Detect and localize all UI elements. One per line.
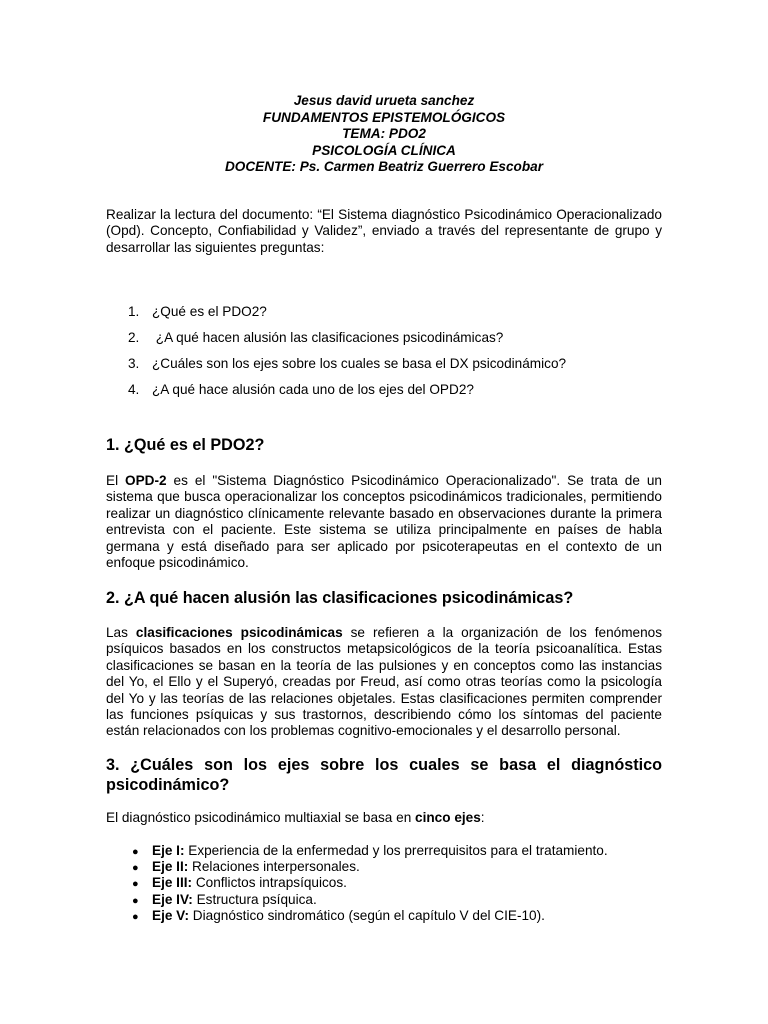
bullet-icon: ● (132, 862, 139, 875)
axis-label: Eje I: (152, 843, 185, 858)
section-2-paragraph (106, 625, 662, 740)
list-item (128, 330, 658, 356)
question-text: ¿Qué es el PDO2? (152, 304, 267, 319)
text-run: es el "Sistema Diagnóstico Psicodinámico Operacionalizado". Se trata de un sistema que busca operacionalizar los conceptos psicodinámicos tradicionales, permitiendo realizar un diagnóstico clínicamente relevante basado en observaciones durante la primera entrevista con el paciente. Este sistema se utiliza principalmente en países de habla germana y está diseñado para ser aplicado por psicoterapeutas en el contexto de un enfoque psicodinámico. (106, 473, 662, 571)
list-number: 2. (128, 330, 140, 345)
document-header (106, 93, 662, 176)
bullet-icon: ● (132, 878, 139, 891)
text-run: El diagnóstico psicodinámico multiaxial se basa en (106, 810, 416, 825)
bold-term: OPD-2 (125, 473, 167, 488)
axes-list (132, 843, 652, 924)
axis-label: Eje V: (152, 907, 190, 923)
axis-label: Eje II: (152, 859, 189, 875)
list-item (132, 908, 652, 924)
bullet-icon: ● (132, 910, 139, 923)
section-3-paragraph (106, 810, 662, 826)
question-text: ¿Cuáles son los ejes sobre los cuales se basa el DX psicodinámico? (152, 356, 567, 371)
axis-label: Eje IV: (152, 891, 193, 907)
text-run: : (480, 810, 485, 825)
course-name: FUNDAMENTOS EPISTEMOLÓGICOS (262, 109, 506, 125)
list-item (132, 875, 652, 891)
section-3-heading: 3. ¿Cuáles son los ejes sobre los cuales se basa el diagnóstico psicodinámico? (106, 756, 662, 794)
bullet-icon: ● (132, 894, 139, 907)
list-item (128, 356, 658, 382)
axis-text: Conflictos intrapsíquicos. (192, 875, 347, 891)
list-item (132, 892, 652, 908)
topic-line: TEMA: PDO2 (342, 126, 426, 142)
list-item (128, 304, 658, 330)
questions-list (128, 304, 658, 408)
list-number: 1. (128, 304, 140, 319)
section-1-paragraph (106, 473, 662, 571)
list-item (132, 843, 652, 859)
list-item (128, 382, 658, 408)
axis-text: Experiencia de la enfermedad y los prerrequisitos para el tratamiento. (184, 843, 608, 858)
intro-paragraph: Realizar la lectura del documento: “El Sistema diagnóstico Psicodinámico Operacionalizado (Opd). Concepto, Confiabilidad y Validez”, enviado a través del representante de grupo y desarrollar las siguientes preguntas: (106, 207, 662, 255)
text-run: Las (106, 625, 136, 640)
text-run: El (106, 473, 126, 488)
subject-line: PSICOLOGÍA CLÍNICA (312, 142, 456, 158)
list-item (132, 859, 652, 875)
list-number: 3. (128, 356, 140, 371)
bold-term: clasificaciones psicodinámicas (135, 625, 343, 640)
teacher-line: DOCENTE: Ps. Carmen Beatriz Guerrero Escobar (224, 159, 544, 175)
list-number: 4. (128, 382, 140, 397)
axis-text: Relaciones interpersonales. (188, 859, 360, 875)
question-text: ¿A qué hacen alusión las clasificaciones psicodinámicas? (152, 330, 504, 345)
axis-text: Estructura psíquica. (192, 891, 317, 907)
author-name: Jesus david urueta sanchez (293, 93, 475, 108)
question-text: ¿A qué hace alusión cada uno de los ejes del OPD2? (152, 382, 474, 397)
section-2-heading: 2. ¿A qué hacen alusión las clasificaciones psicodinámicas? (106, 589, 574, 607)
axis-text: Diagnóstico sindromático (según el capítulo V del CIE-10). (189, 907, 545, 923)
axis-label: Eje III: (152, 875, 193, 891)
section-1-heading: 1. ¿Qué es el PDO2? (106, 436, 265, 454)
text-run: se refieren a la organización de los fenómenos psíquicos basados en los constructos metapsicológicos de la teoría psicoanalítica. Estas clasificaciones se basan en la teoría de las pulsiones y en conceptos como las instancias del Yo, el Ello y el Superyó, creadas por Freud, así como otras teorías como la psicología del Yo y las teorías de las relaciones objetales. Estas clasificaciones permiten comprender las funciones psíquicas y sus trastornos, describiendo cómo los síntomas del paciente están relacionados con los problemas cognitivo-emocionales y el desarrollo personal. (106, 625, 662, 739)
bold-term: cinco ejes (415, 810, 481, 825)
bullet-icon: ● (132, 846, 139, 858)
